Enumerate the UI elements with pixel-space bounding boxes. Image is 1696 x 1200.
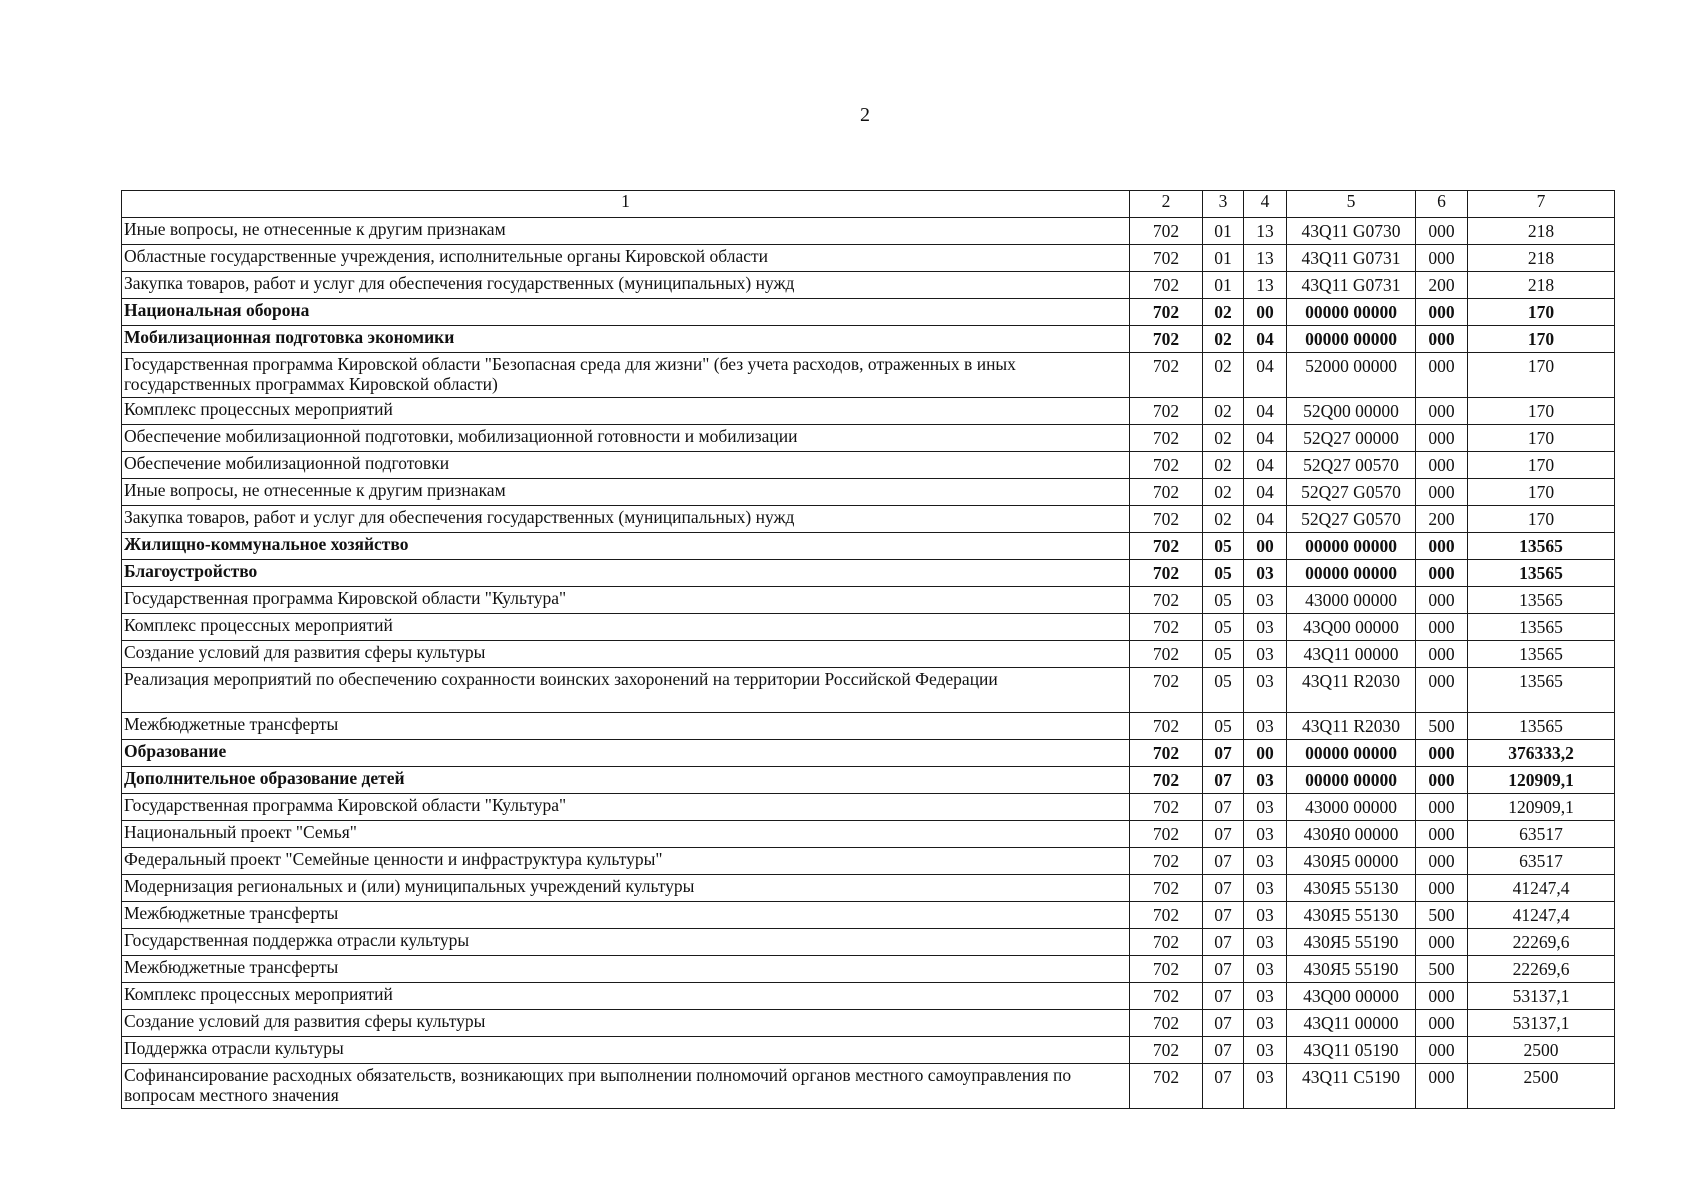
table-row (122, 326, 1615, 353)
row-subsection-code: 04 (1244, 452, 1287, 479)
table-row (122, 794, 1615, 821)
row-expense-type: 000 (1416, 218, 1468, 245)
row-target-article: 430Я5 55190 (1287, 929, 1416, 956)
row-name: Национальный проект "Семья" (122, 821, 1130, 848)
row-section-code: 02 (1203, 326, 1244, 353)
row-amount: 41247,4 (1468, 875, 1615, 902)
row-ved-code: 702 (1130, 713, 1203, 740)
row-subsection-code: 03 (1244, 1064, 1287, 1109)
table-row (122, 452, 1615, 479)
row-amount: 13565 (1468, 533, 1615, 560)
row-expense-type: 000 (1416, 641, 1468, 668)
col-csr-header: 5 (1287, 191, 1416, 218)
row-name: Государственная программа Кировской области "Безопасная среда для жизни" (без учета расходов, отраженных в иных государственных программах Кировской области) (122, 353, 1130, 398)
row-amount: 170 (1468, 299, 1615, 326)
row-expense-type: 000 (1416, 767, 1468, 794)
row-amount: 22269,6 (1468, 929, 1615, 956)
row-name: Благоустройство (122, 560, 1130, 587)
row-name: Софинансирование расходных обязательств, возникающих при выполнении полномочий органов местного самоуправления по вопросам местного значения (122, 1064, 1130, 1109)
row-expense-type: 000 (1416, 560, 1468, 587)
row-target-article: 52Q27 00570 (1287, 452, 1416, 479)
table-row (122, 245, 1615, 272)
row-amount: 218 (1468, 218, 1615, 245)
row-section-code: 02 (1203, 353, 1244, 398)
row-section-code: 07 (1203, 902, 1244, 929)
row-name: Создание условий для развития сферы культуры (122, 1010, 1130, 1037)
budget-table (121, 190, 1615, 1109)
row-amount: 41247,4 (1468, 902, 1615, 929)
row-ved-code: 702 (1130, 479, 1203, 506)
row-section-code: 07 (1203, 1064, 1244, 1109)
col-name-header: 1 (122, 191, 1130, 218)
row-target-article: 43Q00 00000 (1287, 614, 1416, 641)
table-row (122, 353, 1615, 398)
table-row (122, 506, 1615, 533)
row-amount: 120909,1 (1468, 767, 1615, 794)
row-subsection-code: 00 (1244, 299, 1287, 326)
row-ved-code: 702 (1130, 452, 1203, 479)
table-row (122, 641, 1615, 668)
table-row (122, 929, 1615, 956)
row-target-article: 43Q11 G0731 (1287, 245, 1416, 272)
row-expense-type: 000 (1416, 614, 1468, 641)
col-vr-header: 6 (1416, 191, 1468, 218)
row-target-article: 43Q11 00000 (1287, 1010, 1416, 1037)
row-section-code: 01 (1203, 218, 1244, 245)
row-ved-code: 702 (1130, 560, 1203, 587)
row-target-article: 43Q11 G0730 (1287, 218, 1416, 245)
row-target-article: 43Q11 00000 (1287, 641, 1416, 668)
row-amount: 13565 (1468, 587, 1615, 614)
row-ved-code: 702 (1130, 794, 1203, 821)
row-section-code: 05 (1203, 533, 1244, 560)
row-section-code: 02 (1203, 479, 1244, 506)
row-name: Иные вопросы, не отнесенные к другим признакам (122, 218, 1130, 245)
row-amount: 170 (1468, 479, 1615, 506)
row-section-code: 07 (1203, 1010, 1244, 1037)
row-expense-type: 000 (1416, 479, 1468, 506)
row-target-article: 43Q11 R2030 (1287, 668, 1416, 713)
row-target-article: 43Q11 05190 (1287, 1037, 1416, 1064)
row-subsection-code: 03 (1244, 641, 1287, 668)
row-ved-code: 702 (1130, 1064, 1203, 1109)
row-target-article: 43Q11 R2030 (1287, 713, 1416, 740)
table-row (122, 983, 1615, 1010)
row-expense-type: 000 (1416, 740, 1468, 767)
row-ved-code: 702 (1130, 983, 1203, 1010)
row-amount: 13565 (1468, 560, 1615, 587)
row-target-article: 430Я5 55190 (1287, 956, 1416, 983)
row-subsection-code: 03 (1244, 848, 1287, 875)
row-ved-code: 702 (1130, 1010, 1203, 1037)
row-target-article: 52Q27 G0570 (1287, 506, 1416, 533)
row-ved-code: 702 (1130, 614, 1203, 641)
row-subsection-code: 13 (1244, 245, 1287, 272)
row-section-code: 05 (1203, 668, 1244, 713)
table-row (122, 533, 1615, 560)
row-expense-type: 000 (1416, 1037, 1468, 1064)
row-target-article: 00000 00000 (1287, 560, 1416, 587)
row-subsection-code: 00 (1244, 533, 1287, 560)
row-ved-code: 702 (1130, 956, 1203, 983)
row-amount: 13565 (1468, 614, 1615, 641)
row-target-article: 52Q00 00000 (1287, 398, 1416, 425)
row-target-article: 430Я0 00000 (1287, 821, 1416, 848)
row-name: Модернизация региональных и (или) муниципальных учреждений культуры (122, 875, 1130, 902)
row-ved-code: 702 (1130, 848, 1203, 875)
row-amount: 63517 (1468, 821, 1615, 848)
row-section-code: 07 (1203, 740, 1244, 767)
row-name: Государственная программа Кировской области "Культура" (122, 794, 1130, 821)
row-section-code: 01 (1203, 245, 1244, 272)
col-ved-header: 2 (1130, 191, 1203, 218)
row-amount: 170 (1468, 506, 1615, 533)
row-subsection-code: 03 (1244, 929, 1287, 956)
row-section-code: 02 (1203, 506, 1244, 533)
row-expense-type: 000 (1416, 794, 1468, 821)
row-amount: 376333,2 (1468, 740, 1615, 767)
row-amount: 170 (1468, 425, 1615, 452)
row-ved-code: 702 (1130, 875, 1203, 902)
row-target-article: 52Q27 00000 (1287, 425, 1416, 452)
table-header (122, 191, 1615, 218)
row-amount: 170 (1468, 398, 1615, 425)
row-section-code: 05 (1203, 641, 1244, 668)
row-expense-type: 000 (1416, 848, 1468, 875)
row-target-article: 00000 00000 (1287, 326, 1416, 353)
table-row (122, 740, 1615, 767)
table-row (122, 1010, 1615, 1037)
row-subsection-code: 03 (1244, 614, 1287, 641)
header-row (122, 191, 1615, 218)
row-target-article: 00000 00000 (1287, 740, 1416, 767)
row-name: Реализация мероприятий по обеспечению сохранности воинских захоронений на территории Российской Федерации (122, 668, 1130, 713)
table-row (122, 875, 1615, 902)
row-section-code: 07 (1203, 1037, 1244, 1064)
table-row (122, 272, 1615, 299)
table-row (122, 848, 1615, 875)
row-name: Межбюджетные трансферты (122, 713, 1130, 740)
table-row (122, 425, 1615, 452)
row-section-code: 07 (1203, 956, 1244, 983)
row-expense-type: 000 (1416, 821, 1468, 848)
row-section-code: 05 (1203, 560, 1244, 587)
row-name: Федеральный проект "Семейные ценности и инфраструктура культуры" (122, 848, 1130, 875)
row-expense-type: 000 (1416, 533, 1468, 560)
row-section-code: 05 (1203, 713, 1244, 740)
row-target-article: 43Q11 G0731 (1287, 272, 1416, 299)
row-amount: 13565 (1468, 641, 1615, 668)
row-subsection-code: 03 (1244, 875, 1287, 902)
col-amount-header: 7 (1468, 191, 1615, 218)
table-row (122, 1037, 1615, 1064)
row-section-code: 07 (1203, 929, 1244, 956)
row-name: Создание условий для развития сферы культуры (122, 641, 1130, 668)
row-target-article: 43Q11 C5190 (1287, 1064, 1416, 1109)
row-ved-code: 702 (1130, 353, 1203, 398)
row-section-code: 07 (1203, 848, 1244, 875)
row-target-article: 52Q27 G0570 (1287, 479, 1416, 506)
row-subsection-code: 03 (1244, 587, 1287, 614)
row-subsection-code: 03 (1244, 1037, 1287, 1064)
row-name: Образование (122, 740, 1130, 767)
row-expense-type: 000 (1416, 452, 1468, 479)
row-target-article: 52000 00000 (1287, 353, 1416, 398)
row-name: Жилищно-коммунальное хозяйство (122, 533, 1130, 560)
row-expense-type: 200 (1416, 272, 1468, 299)
row-section-code: 02 (1203, 398, 1244, 425)
row-ved-code: 702 (1130, 740, 1203, 767)
row-amount: 13565 (1468, 713, 1615, 740)
table-body (122, 218, 1615, 1109)
row-subsection-code: 04 (1244, 425, 1287, 452)
row-name: Национальная оборона (122, 299, 1130, 326)
row-ved-code: 702 (1130, 902, 1203, 929)
row-amount: 218 (1468, 272, 1615, 299)
row-section-code: 01 (1203, 272, 1244, 299)
row-expense-type: 000 (1416, 983, 1468, 1010)
row-name: Обеспечение мобилизационной подготовки, мобилизационной готовности и мобилизации (122, 425, 1130, 452)
row-target-article: 00000 00000 (1287, 767, 1416, 794)
row-expense-type: 200 (1416, 506, 1468, 533)
row-name: Комплекс процессных мероприятий (122, 398, 1130, 425)
row-expense-type: 000 (1416, 668, 1468, 713)
row-subsection-code: 03 (1244, 767, 1287, 794)
row-expense-type: 500 (1416, 956, 1468, 983)
row-section-code: 07 (1203, 983, 1244, 1010)
table-row (122, 767, 1615, 794)
row-target-article: 43Q00 00000 (1287, 983, 1416, 1010)
row-expense-type: 000 (1416, 353, 1468, 398)
row-amount: 170 (1468, 326, 1615, 353)
row-target-article: 43000 00000 (1287, 794, 1416, 821)
row-ved-code: 702 (1130, 533, 1203, 560)
table-row (122, 479, 1615, 506)
row-subsection-code: 04 (1244, 479, 1287, 506)
row-subsection-code: 03 (1244, 794, 1287, 821)
row-target-article: 430Я5 55130 (1287, 875, 1416, 902)
row-amount: 2500 (1468, 1064, 1615, 1109)
row-section-code: 02 (1203, 425, 1244, 452)
row-section-code: 07 (1203, 794, 1244, 821)
row-name: Государственная поддержка отрасли культуры (122, 929, 1130, 956)
row-ved-code: 702 (1130, 398, 1203, 425)
row-section-code: 05 (1203, 614, 1244, 641)
row-amount: 22269,6 (1468, 956, 1615, 983)
row-ved-code: 702 (1130, 587, 1203, 614)
row-ved-code: 702 (1130, 641, 1203, 668)
row-target-article: 430Я5 55130 (1287, 902, 1416, 929)
table-row (122, 398, 1615, 425)
row-ved-code: 702 (1130, 245, 1203, 272)
row-ved-code: 702 (1130, 218, 1203, 245)
col-rz-header: 3 (1203, 191, 1244, 218)
row-amount: 120909,1 (1468, 794, 1615, 821)
page-number: 2 (860, 104, 870, 126)
table-row (122, 299, 1615, 326)
row-section-code: 05 (1203, 587, 1244, 614)
row-section-code: 07 (1203, 767, 1244, 794)
row-expense-type: 000 (1416, 425, 1468, 452)
row-name: Закупка товаров, работ и услуг для обеспечения государственных (муниципальных) нужд (122, 272, 1130, 299)
row-amount: 170 (1468, 452, 1615, 479)
row-name: Иные вопросы, не отнесенные к другим признакам (122, 479, 1130, 506)
row-expense-type: 000 (1416, 1010, 1468, 1037)
table-row (122, 560, 1615, 587)
row-name: Межбюджетные трансферты (122, 956, 1130, 983)
table-row (122, 668, 1615, 713)
row-ved-code: 702 (1130, 506, 1203, 533)
row-expense-type: 000 (1416, 929, 1468, 956)
row-ved-code: 702 (1130, 272, 1203, 299)
table-row (122, 614, 1615, 641)
row-amount: 13565 (1468, 668, 1615, 713)
row-amount: 53137,1 (1468, 1010, 1615, 1037)
row-expense-type: 000 (1416, 299, 1468, 326)
row-subsection-code: 03 (1244, 560, 1287, 587)
col-pr-header: 4 (1244, 191, 1287, 218)
row-ved-code: 702 (1130, 1037, 1203, 1064)
table-row (122, 821, 1615, 848)
row-name: Мобилизационная подготовка экономики (122, 326, 1130, 353)
row-subsection-code: 03 (1244, 983, 1287, 1010)
row-name: Обеспечение мобилизационной подготовки (122, 452, 1130, 479)
row-amount: 63517 (1468, 848, 1615, 875)
row-amount: 170 (1468, 353, 1615, 398)
row-target-article: 00000 00000 (1287, 299, 1416, 326)
row-expense-type: 500 (1416, 902, 1468, 929)
row-subsection-code: 03 (1244, 668, 1287, 713)
row-subsection-code: 04 (1244, 398, 1287, 425)
row-ved-code: 702 (1130, 821, 1203, 848)
row-name: Межбюджетные трансферты (122, 902, 1130, 929)
row-amount: 53137,1 (1468, 983, 1615, 1010)
table-row (122, 218, 1615, 245)
row-name: Областные государственные учреждения, исполнительные органы Кировской области (122, 245, 1130, 272)
row-name: Поддержка отрасли культуры (122, 1037, 1130, 1064)
row-subsection-code: 13 (1244, 272, 1287, 299)
row-expense-type: 000 (1416, 875, 1468, 902)
row-name: Закупка товаров, работ и услуг для обеспечения государственных (муниципальных) нужд (122, 506, 1130, 533)
row-section-code: 07 (1203, 821, 1244, 848)
row-subsection-code: 03 (1244, 956, 1287, 983)
row-subsection-code: 03 (1244, 821, 1287, 848)
row-subsection-code: 03 (1244, 902, 1287, 929)
row-subsection-code: 04 (1244, 506, 1287, 533)
table-row (122, 902, 1615, 929)
row-ved-code: 702 (1130, 326, 1203, 353)
table-row (122, 713, 1615, 740)
row-subsection-code: 03 (1244, 713, 1287, 740)
row-amount: 2500 (1468, 1037, 1615, 1064)
row-ved-code: 702 (1130, 767, 1203, 794)
row-section-code: 02 (1203, 299, 1244, 326)
row-expense-type: 000 (1416, 245, 1468, 272)
row-target-article: 43000 00000 (1287, 587, 1416, 614)
row-ved-code: 702 (1130, 425, 1203, 452)
row-expense-type: 000 (1416, 1064, 1468, 1109)
table-row (122, 1064, 1615, 1109)
table-row (122, 956, 1615, 983)
row-subsection-code: 04 (1244, 326, 1287, 353)
row-ved-code: 702 (1130, 929, 1203, 956)
row-expense-type: 000 (1416, 587, 1468, 614)
table-row (122, 587, 1615, 614)
row-name: Комплекс процессных мероприятий (122, 983, 1130, 1010)
row-amount: 218 (1468, 245, 1615, 272)
row-ved-code: 702 (1130, 668, 1203, 713)
row-section-code: 02 (1203, 452, 1244, 479)
row-name: Дополнительное образование детей (122, 767, 1130, 794)
row-subsection-code: 03 (1244, 1010, 1287, 1037)
row-name: Государственная программа Кировской области "Культура" (122, 587, 1130, 614)
row-expense-type: 000 (1416, 326, 1468, 353)
row-section-code: 07 (1203, 875, 1244, 902)
row-target-article: 00000 00000 (1287, 533, 1416, 560)
row-name: Комплекс процессных мероприятий (122, 614, 1130, 641)
row-ved-code: 702 (1130, 299, 1203, 326)
row-expense-type: 000 (1416, 398, 1468, 425)
row-subsection-code: 00 (1244, 740, 1287, 767)
row-subsection-code: 04 (1244, 353, 1287, 398)
row-expense-type: 500 (1416, 713, 1468, 740)
row-target-article: 430Я5 00000 (1287, 848, 1416, 875)
row-subsection-code: 13 (1244, 218, 1287, 245)
